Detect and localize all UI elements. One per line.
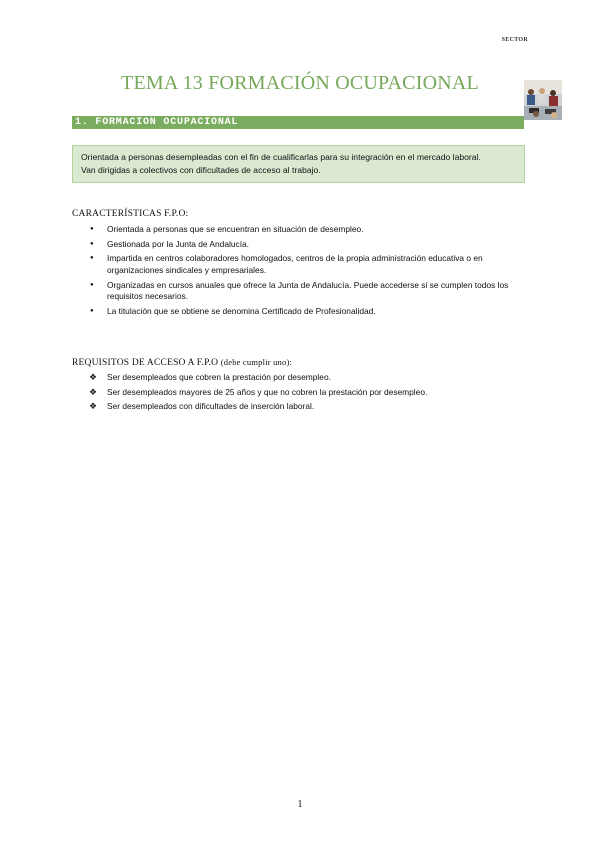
list-item xyxy=(90,387,530,399)
diamond-bullet-icon: ❖ xyxy=(89,401,98,412)
list-item xyxy=(90,401,530,413)
list-item-text: Ser desempleados mayores de 25 años y que no cobren la prestación por desempleo. xyxy=(107,386,428,397)
info-line: Orientada a personas desempleadas con el fin de cualificarlas para su integración en el mercado laboral. xyxy=(81,152,481,162)
page-title: TEMA 13 FORMACIÓN OCUPACIONAL xyxy=(121,72,479,94)
list-item-text: Ser desempleados que cobren la prestación por desempleo. xyxy=(107,372,331,382)
page-number: 1 xyxy=(297,799,303,810)
requisitos-list xyxy=(90,372,530,416)
list-item-text: Ser desempleados con dificultades de inserción laboral. xyxy=(107,401,315,412)
diamond-bullet-icon: ❖ xyxy=(89,386,98,397)
list-item: ● Organizadas en cursos anuales que ofrece la Junta de Andalucía. Puede accederse si se cumplen todos los requisitos necesarios. xyxy=(90,280,530,303)
section-heading-bar xyxy=(72,116,524,129)
list-item: ● Impartida en centros colaboradores homologados, centros de la propia administración educativa o en organizaciones sindicales y empresariales. xyxy=(90,253,530,276)
list-item xyxy=(90,372,530,384)
info-line: Van dirigidas a colectivos con dificultades de acceso al trabajo. xyxy=(81,164,321,175)
diamond-bullet-icon: ❖ xyxy=(89,372,98,382)
list-item: ● Orientada a personas que se encuentran en situación de desempleo. xyxy=(90,224,530,236)
caracteristicas-heading: CARACTERÍSTICAS F.P.O: xyxy=(72,209,189,219)
header-sector-label: SECTOR xyxy=(501,37,528,43)
requisitos-heading-text: REQUISITOS DE ACCESO A F.P.O xyxy=(72,358,219,368)
requisitos-heading-note: (debe cumplir uno): xyxy=(220,357,293,367)
caracteristicas-list xyxy=(90,224,530,320)
list-item: ● Gestionada por la Junta de Andalucía. xyxy=(90,239,530,251)
list-item: ● La titulación que se obtiene se denomina Certificado de Profesionalidad. xyxy=(90,306,530,318)
classroom-photo xyxy=(524,80,562,120)
requisitos-heading xyxy=(72,357,292,368)
section-heading: 1. FORMACION OCUPACIONAL xyxy=(75,117,239,128)
info-box xyxy=(72,145,525,183)
